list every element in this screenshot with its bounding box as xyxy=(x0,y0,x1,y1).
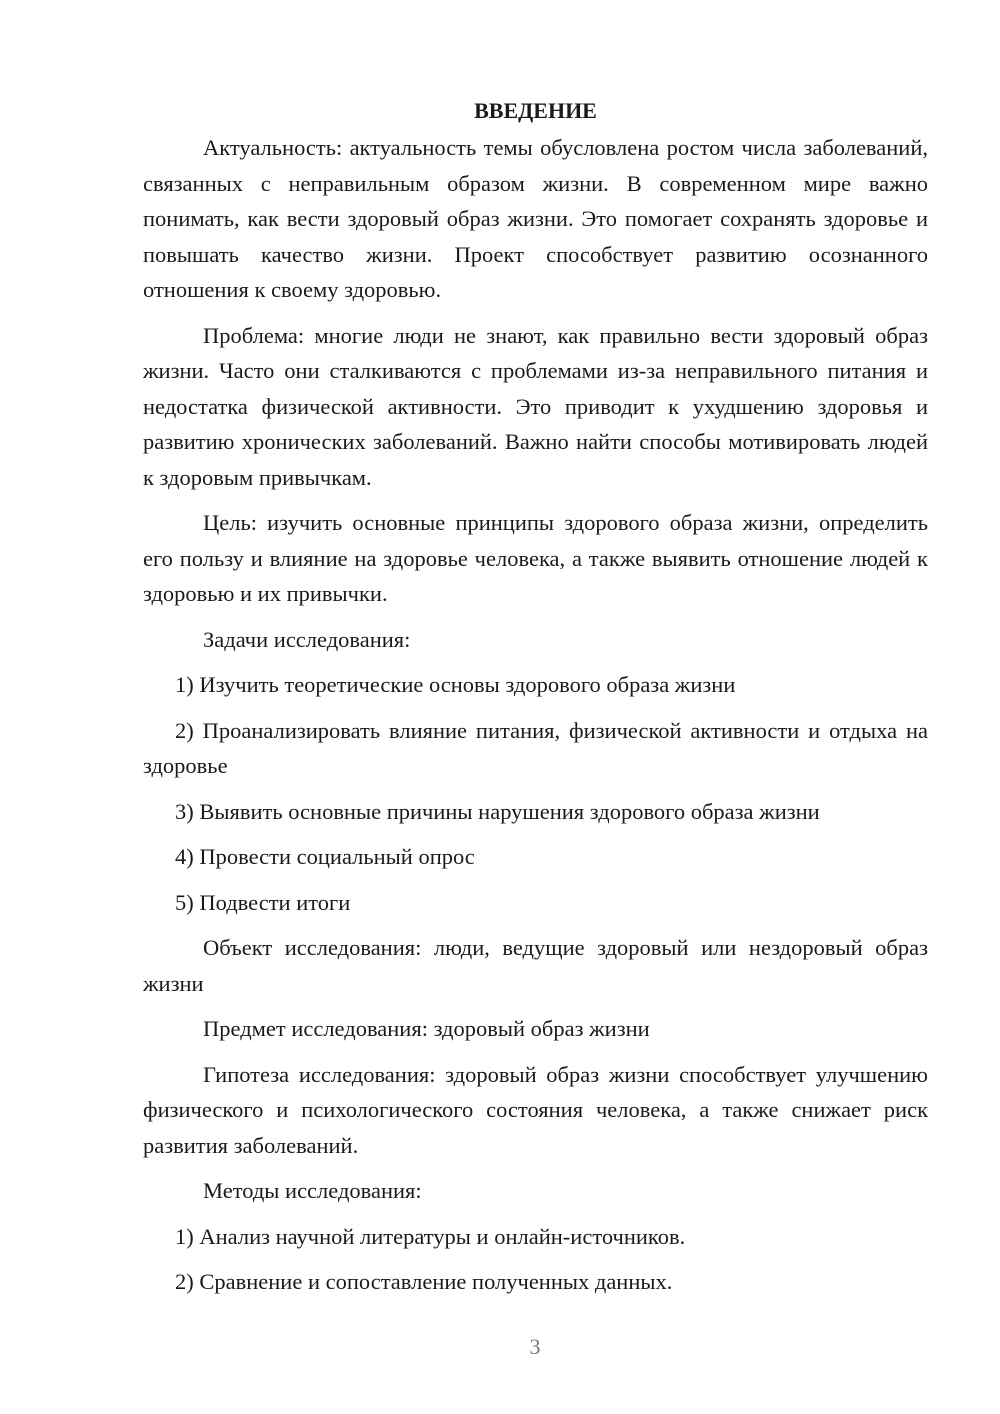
task-item: 1) Изучить теоретические основы здорового образа жизни xyxy=(175,672,736,697)
page-number: 3 xyxy=(529,1334,541,1359)
task-item: 4) Провести социальный опрос xyxy=(175,844,475,869)
page-heading: ВВЕДЕНИЕ xyxy=(474,98,597,123)
method-item: 1) Анализ научной литературы и онлайн-источников. xyxy=(175,1223,686,1249)
page-content xyxy=(143,93,928,1310)
relevance-paragraph: Актуальность: актуальность темы обусловлена ростом числа заболеваний, связанных с неправильным образом жизни. В современном мире важно понимать, как вести здоровый образ жизни. Это помогает сохранять здоровье и повышать качество жизни. Проект способствует развитию осознанного отношения к своему здоровью. xyxy=(143,135,928,302)
task-item: 2) Проанализировать влияние питания, физической активности и отдыха на здоровье xyxy=(143,717,928,778)
methods-title: Методы исследования: xyxy=(203,1178,422,1203)
hypothesis-paragraph: Гипотеза исследования: здоровый образ жизни способствует улучшению физического и психологического состояния человека, а также снижает риск развития заболеваний. xyxy=(143,1061,928,1158)
tasks-title: Задачи исследования: xyxy=(203,626,411,652)
object-paragraph: Объект исследования: люди, ведущие здоровый или нездоровый образ жизни xyxy=(143,935,928,996)
subject-paragraph: Предмет исследования: здоровый образ жизни xyxy=(203,1016,650,1041)
task-item: 5) Подвести итоги xyxy=(175,889,351,915)
task-item: 3) Выявить основные причины нарушения здорового образа жизни xyxy=(175,798,820,824)
problem-paragraph: Проблема: многие люди не знают, как правильно вести здоровый образ жизни. Часто они сталкиваются с проблемами из-за неправильного питания и недостатка физической активности. Это приводит к ухудшению здоровья и развитию хронических заболеваний. Важно найти способы мотивировать людей к здоровым привычкам. xyxy=(143,322,928,490)
goal-paragraph: Цель: изучить основные принципы здорового образа жизни, определить его пользу и влияние на здоровье человека, а также выявить отношение людей к здоровью и их привычки. xyxy=(143,510,928,606)
method-item: 2) Сравнение и сопоставление полученных данных. xyxy=(175,1269,673,1294)
